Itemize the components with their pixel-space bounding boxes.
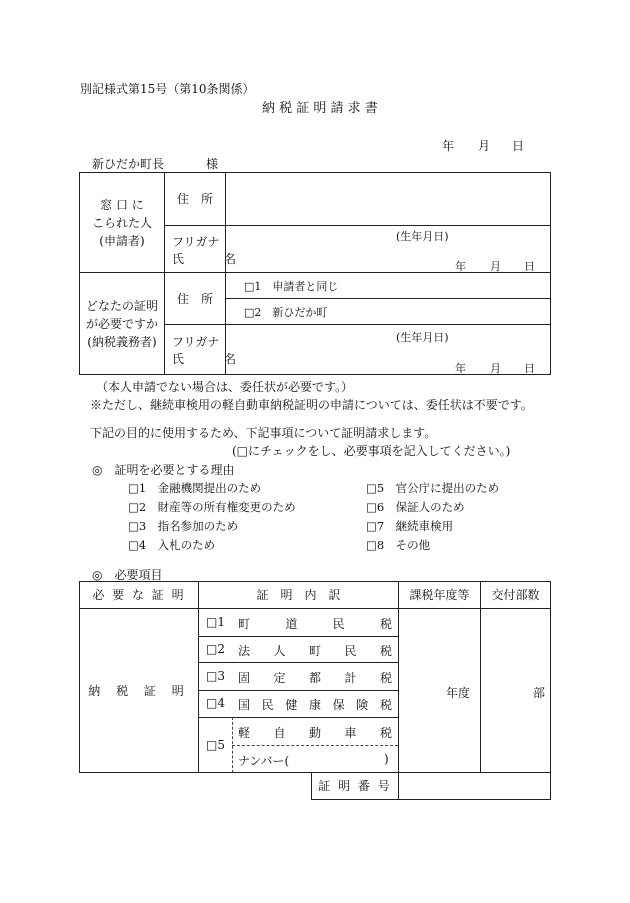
applicant-birth-year: 年: [455, 260, 466, 273]
reasons-heading: ◎ 証明を必要とする理由: [92, 463, 235, 477]
form-number: 別記様式第15号（第10条関係）: [80, 82, 255, 96]
reason-7[interactable]: □7 継続車検用: [366, 519, 454, 533]
applicant-name-field[interactable]: [226, 226, 550, 271]
tax-1-label: 町 道 民 税: [238, 617, 392, 631]
applicant-address-label: 住 所: [176, 192, 213, 206]
tax-5-label: 軽 自 動 車 税: [238, 726, 392, 740]
cert-number-label: 証 明 番 号: [318, 779, 392, 793]
applicant-birth-day: 日: [524, 260, 535, 273]
taxpayer-furigana-label: フリガナ: [172, 335, 220, 349]
form-title: 納 税 証 明 請 求 書: [262, 101, 378, 116]
tax-year-unit: 年度: [446, 686, 471, 700]
addressee: 新ひだか町長: [92, 157, 165, 171]
taxpayer-name-field[interactable]: [226, 325, 550, 374]
applicant-name-label: 氏 名: [172, 252, 251, 266]
row-tax-certificate: 納 税 証 明: [88, 683, 190, 698]
tax-2-label: 法 人 町 民 税: [238, 644, 392, 658]
applicant-label: 窓 口 に こられた人 (申請者): [91, 197, 152, 248]
col-required: 必 要 な 証 明: [92, 588, 186, 602]
number-plate-field[interactable]: [300, 750, 380, 766]
tax-year-field[interactable]: [399, 609, 480, 772]
taxpayer-birth-month: 月: [490, 362, 501, 375]
applicant-address-field[interactable]: [226, 174, 550, 224]
reason-5[interactable]: □5 官公庁に提出のため: [366, 481, 500, 495]
tax-3-label: 固 定 都 計 税: [238, 671, 392, 685]
number-plate-label: ナンバー(: [238, 754, 290, 768]
tax-3-checkbox[interactable]: □3: [206, 669, 225, 683]
copies-field[interactable]: [481, 609, 531, 772]
taxpayer-birth-day: 日: [524, 362, 535, 375]
number-plate-close: ): [384, 752, 389, 766]
reason-8[interactable]: □8 その他: [366, 538, 431, 552]
applicant-birth-month: 月: [490, 260, 501, 273]
col-year: 課税年度等: [409, 588, 470, 602]
tax-2-checkbox[interactable]: □2: [206, 642, 225, 656]
addressee-sama: 様: [206, 157, 219, 171]
tax-4-checkbox[interactable]: □4: [206, 696, 225, 710]
tax-1-checkbox[interactable]: □1: [206, 615, 225, 629]
taxpayer-name-label: 氏 名: [172, 352, 251, 366]
note-exception: ※ただし、継続車検用の軽自動車納税証明の申請については、委任状は不要です。: [90, 398, 533, 412]
date-day[interactable]: 日: [512, 139, 525, 153]
applicant-birth-label: (生年月日): [396, 230, 449, 243]
tax-5-checkbox[interactable]: □5: [206, 738, 225, 752]
reason-6[interactable]: □6 保証人のため: [366, 500, 465, 514]
reason-1[interactable]: □1 金融機関提出のため: [128, 481, 262, 495]
reason-4[interactable]: □4 入札のため: [128, 538, 216, 552]
cert-number-field[interactable]: [399, 773, 550, 799]
taxpayer-option-same[interactable]: □1 申請者と同じ: [244, 280, 339, 293]
taxpayer-address-label: 住 所: [176, 291, 213, 306]
items-heading: ◎ 必要項目: [92, 568, 163, 582]
copies-unit: 部: [533, 686, 546, 700]
col-copies: 交付部数: [491, 588, 540, 602]
reason-2[interactable]: □2 財産等の所有権変更のため: [128, 500, 296, 514]
taxpayer-birth-label: (生年月日): [396, 331, 449, 344]
reason-3[interactable]: □3 指名参加のため: [128, 519, 239, 533]
note-instructions: (□にチェックをし、必要事項を記入してください。): [232, 444, 511, 458]
taxpayer-label: どなたの証明 が必要ですか (納税義務者): [85, 298, 158, 349]
applicant-furigana-label: フリガナ: [172, 235, 220, 249]
date-year[interactable]: 年: [442, 139, 455, 153]
tax-4-label: 国 民 健 康 保 険 税: [238, 698, 392, 712]
col-detail: 証 明 内 訳: [256, 588, 341, 602]
taxpayer-option-town[interactable]: □2 新ひだか町: [244, 306, 328, 319]
taxpayer-birth-year: 年: [455, 362, 466, 375]
date-month[interactable]: 月: [478, 139, 491, 153]
note-purpose: 下記の目的に使用するため、下記事項について証明請求します。: [90, 426, 437, 440]
note-proxy: （本人申請でない場合は、委任状が必要です。）: [96, 380, 354, 394]
